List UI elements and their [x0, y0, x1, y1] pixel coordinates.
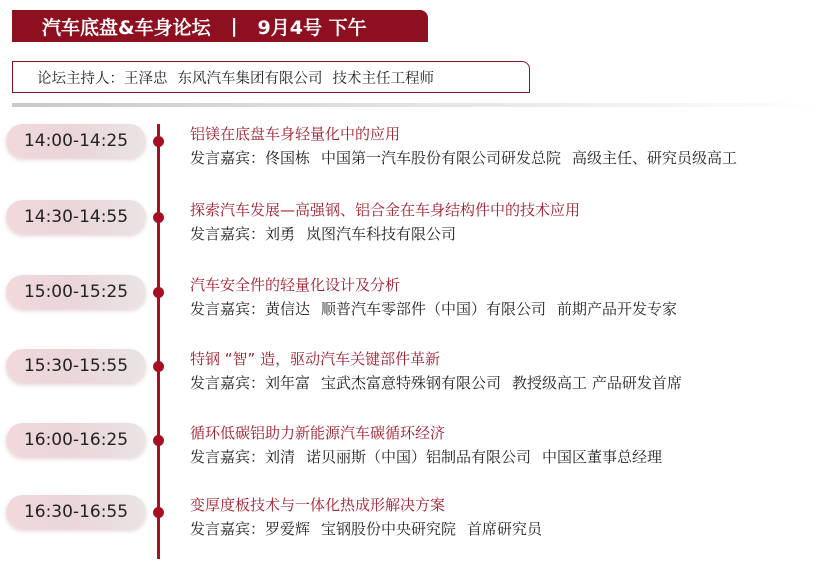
speaker-organization: 诺贝丽斯（中国）铝制品有限公司: [306, 448, 532, 466]
speaker-name: 佟国栋: [265, 149, 311, 167]
speaker-prefix: 发言嘉宾：: [190, 149, 266, 167]
speaker-line: [190, 519, 553, 539]
speaker-prefix: 发言嘉宾：: [190, 300, 266, 318]
speaker-name: 刘年富: [265, 374, 311, 392]
forum-header-bar: [12, 10, 428, 42]
speaker-prefix: 发言嘉宾：: [190, 448, 266, 466]
speaker-line: [190, 224, 478, 244]
forum-host-box: [12, 61, 530, 93]
time-pill: 15:30-15:55: [6, 349, 146, 383]
timeline-dot: [153, 136, 164, 147]
session-title: 特钢 “智” 造，驱动汽车关键部件革新: [190, 350, 441, 368]
host-label: 论坛主持人：: [37, 70, 124, 87]
session-item: [0, 423, 822, 493]
session-title: 循环低碳铝助力新能源汽车碳循环经济: [190, 424, 446, 442]
speaker-organization: 宝钢股份中央研究院: [321, 520, 457, 538]
speaker-prefix: 发言嘉宾：: [190, 520, 266, 538]
speaker-line: [190, 447, 673, 467]
speaker-organization: 岚图汽车科技有限公司: [306, 225, 457, 243]
speaker-organization: 顺普汽车零部件（中国）有限公司: [321, 300, 547, 318]
speaker-organization: 宝武杰富意特殊钢有限公司: [321, 374, 502, 392]
forum-title: 汽车底盘&车身论坛: [42, 16, 211, 39]
speaker-organization: 中国第一汽车股份有限公司研发总院: [321, 149, 562, 167]
host-name: 王泽忠: [124, 70, 168, 87]
session-item: [0, 349, 822, 419]
speaker-position: 教授级高工 产品研发首席: [512, 374, 682, 392]
speaker-line: [190, 373, 693, 393]
host-organization: 东风汽车集团有限公司: [177, 70, 323, 87]
session-title: 探索汽车发展—高强钢、铝合金在车身结构件中的技术应用: [190, 201, 581, 219]
speaker-position: 前期产品开发专家: [557, 300, 678, 318]
timeline-dot: [153, 361, 164, 372]
host-position: 技术主任工程师: [332, 70, 434, 87]
time-pill: 14:00-14:25: [6, 124, 146, 158]
speaker-name: 黄信达: [265, 300, 311, 318]
speaker-prefix: 发言嘉宾：: [190, 225, 266, 243]
session-item: [0, 124, 822, 194]
speaker-prefix: 发言嘉宾：: [190, 374, 266, 392]
speaker-name: 刘勇: [265, 225, 296, 243]
speaker-line: [190, 148, 748, 168]
section-divider: [12, 103, 822, 107]
session-title: 铝镁在底盘车身轻量化中的应用: [190, 125, 401, 143]
session-item: [0, 200, 822, 270]
time-pill: 14:30-14:55: [6, 200, 146, 234]
time-pill: 16:30-16:55: [6, 495, 146, 529]
session-item: [0, 275, 822, 345]
speaker-name: 罗爱辉: [265, 520, 311, 538]
speaker-position: 首席研究员: [467, 520, 543, 538]
session-title: 变厚度板技术与一体化热成形解决方案: [190, 496, 446, 514]
timeline-dot: [153, 212, 164, 223]
session-date: 9月4号 下午: [257, 16, 367, 39]
timeline-dot: [153, 435, 164, 446]
speaker-line: [190, 299, 688, 319]
timeline-dot: [153, 507, 164, 518]
time-pill: 15:00-15:25: [6, 275, 146, 309]
session-title: 汽车安全件的轻量化设计及分析: [190, 276, 401, 294]
time-pill: 16:00-16:25: [6, 423, 146, 457]
session-item: [0, 495, 822, 565]
speaker-position: 中国区董事总经理: [542, 448, 663, 466]
header-separator: |: [230, 15, 238, 37]
speaker-name: 刘清: [265, 448, 296, 466]
timeline-dot: [153, 287, 164, 298]
speaker-position: 高级主任、研究员级高工: [572, 149, 738, 167]
